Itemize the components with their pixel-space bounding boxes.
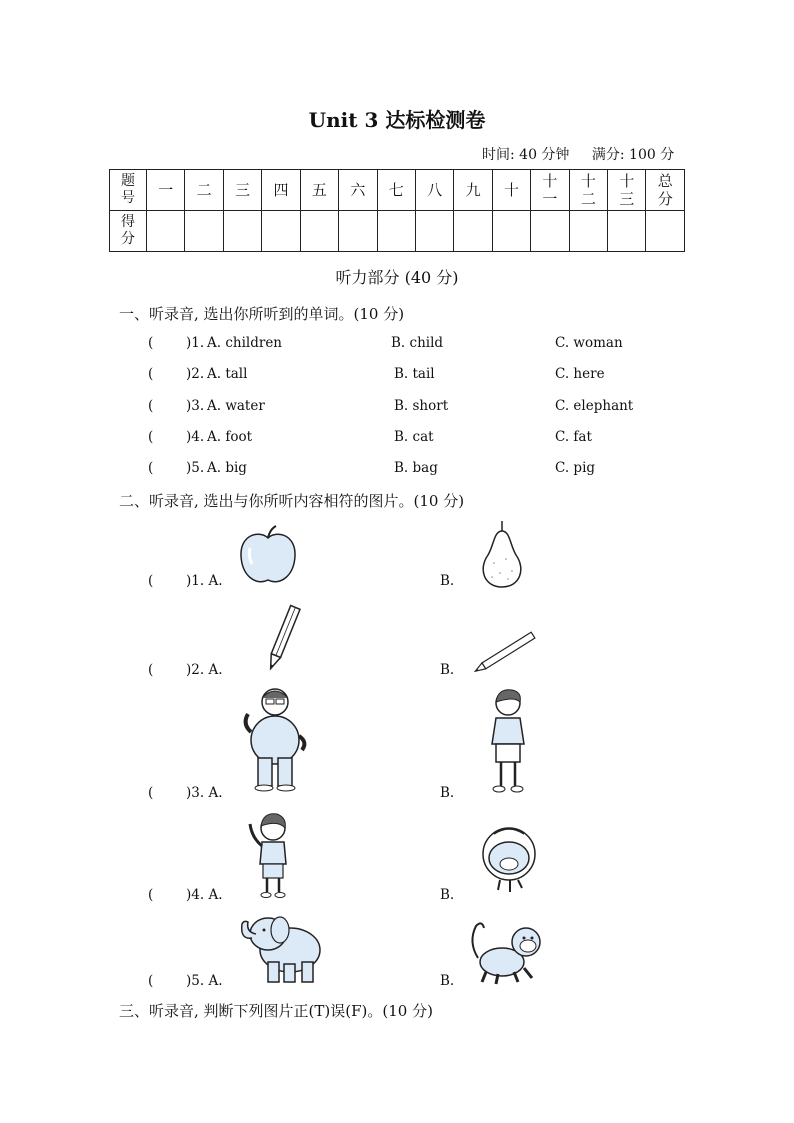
question-number: )3. A.: [186, 785, 223, 801]
col-header: 十: [492, 170, 530, 211]
pencil-diagonal-icon: [470, 628, 544, 676]
col-header: 七: [377, 170, 415, 211]
option-a: A. tall: [207, 366, 248, 382]
score-cell[interactable]: [646, 211, 685, 252]
option-c: C. fat: [555, 429, 592, 445]
fat-man-icon: [240, 684, 310, 792]
option-b: B. cat: [394, 429, 434, 445]
part3-heading: 三、听录音, 判断下列图片正(T)误(F)。(10 分): [119, 1002, 433, 1020]
time-limit: 时间: 40 分钟: [482, 147, 570, 163]
score-cell[interactable]: [531, 211, 569, 252]
answer-bracket[interactable]: (: [148, 366, 154, 382]
option-a: A. children: [207, 335, 283, 351]
col-header: 三: [223, 170, 261, 211]
apple-icon: [236, 524, 300, 588]
pear-icon: [476, 519, 528, 589]
option-b: B.: [440, 887, 455, 903]
score-table-header-row: [110, 170, 685, 211]
score-cell[interactable]: [223, 211, 261, 252]
option-b: B. bag: [394, 460, 438, 476]
score-cell[interactable]: [300, 211, 338, 252]
score-cell[interactable]: [415, 211, 453, 252]
option-b: B. tail: [394, 366, 435, 382]
part1-heading: 一、听录音, 选出你所听到的单词。(10 分): [119, 305, 405, 323]
part2-heading: 二、听录音, 选出与你所听内容相符的图片。(10 分): [119, 492, 465, 510]
score-cell[interactable]: [454, 211, 492, 252]
option-c: C. woman: [555, 335, 623, 351]
listening-section-title: 听力部分 (40 分): [335, 268, 459, 287]
col-header: 一: [147, 170, 185, 211]
score-cell[interactable]: [569, 211, 607, 252]
score-cell[interactable]: [262, 211, 300, 252]
question-number: )5. A.: [186, 973, 223, 989]
question-number: )4.: [186, 429, 205, 445]
question-number: )2. A.: [186, 662, 223, 678]
option-b: B.: [440, 785, 455, 801]
col-header: 二: [185, 170, 223, 211]
col-header: 总 分: [646, 170, 685, 211]
answer-bracket[interactable]: (: [148, 662, 154, 678]
option-a: A. water: [207, 398, 265, 414]
option-a: A. big: [207, 460, 247, 476]
answer-bracket[interactable]: (: [148, 398, 154, 414]
score-cell[interactable]: [339, 211, 377, 252]
row-label-score: 得 分: [110, 211, 147, 252]
option-b: B. child: [391, 335, 444, 351]
question-number: )3.: [186, 398, 205, 414]
answer-bracket[interactable]: (: [148, 429, 154, 445]
part1-question-3: [0, 398, 794, 418]
col-header: 五: [300, 170, 338, 211]
col-header: 十 一: [531, 170, 569, 211]
part1-question-2: [0, 366, 794, 386]
open-mouth-icon: [480, 824, 538, 894]
part2-question-2: [0, 662, 794, 682]
score-table-score-row: [110, 211, 685, 252]
page-title: Unit 3 达标检测卷: [308, 108, 486, 132]
question-number: )2.: [186, 366, 205, 382]
part1-question-4: [0, 429, 794, 449]
col-header: 十 三: [608, 170, 646, 211]
question-number: )5.: [186, 460, 205, 476]
answer-bracket[interactable]: (: [148, 460, 154, 476]
part2-question-4: [0, 887, 794, 907]
option-a: A. foot: [207, 429, 253, 445]
option-b: B.: [440, 662, 455, 678]
col-header: 十 二: [569, 170, 607, 211]
monkey-icon: [466, 918, 544, 986]
row-label-question: 题 号: [110, 170, 147, 211]
score-cell[interactable]: [492, 211, 530, 252]
score-cell[interactable]: [185, 211, 223, 252]
part2-question-3: [0, 785, 794, 805]
col-header: 九: [454, 170, 492, 211]
option-c: C. here: [555, 366, 605, 382]
full-score: 满分: 100 分: [591, 147, 675, 163]
answer-bracket[interactable]: (: [148, 887, 154, 903]
answer-bracket[interactable]: (: [148, 335, 154, 351]
pencil-upright-icon: [262, 603, 304, 673]
col-header: 六: [339, 170, 377, 211]
part1-question-5: [0, 460, 794, 480]
part2-question-1: [0, 573, 794, 593]
score-cell[interactable]: [608, 211, 646, 252]
answer-bracket[interactable]: (: [148, 785, 154, 801]
option-c: C. elephant: [555, 398, 634, 414]
option-b: B. short: [394, 398, 449, 414]
score-cell[interactable]: [377, 211, 415, 252]
col-header: 八: [415, 170, 453, 211]
answer-bracket[interactable]: (: [148, 573, 154, 589]
option-b: B.: [440, 973, 455, 989]
answer-bracket[interactable]: (: [148, 973, 154, 989]
boy-waving-icon: [246, 810, 296, 900]
part1-question-1: [0, 335, 794, 355]
question-number: )1.: [186, 335, 205, 351]
option-b: B.: [440, 573, 455, 589]
option-c: C. pig: [555, 460, 596, 476]
elephant-icon: [238, 910, 324, 986]
part2-question-5: [0, 973, 794, 993]
col-header: 四: [262, 170, 300, 211]
question-number: )1. A.: [186, 573, 223, 589]
question-number: )4. A.: [186, 887, 223, 903]
score-table: [109, 169, 685, 252]
score-cell[interactable]: [147, 211, 185, 252]
boy-icon: [486, 686, 530, 798]
exam-meta: [482, 144, 692, 164]
